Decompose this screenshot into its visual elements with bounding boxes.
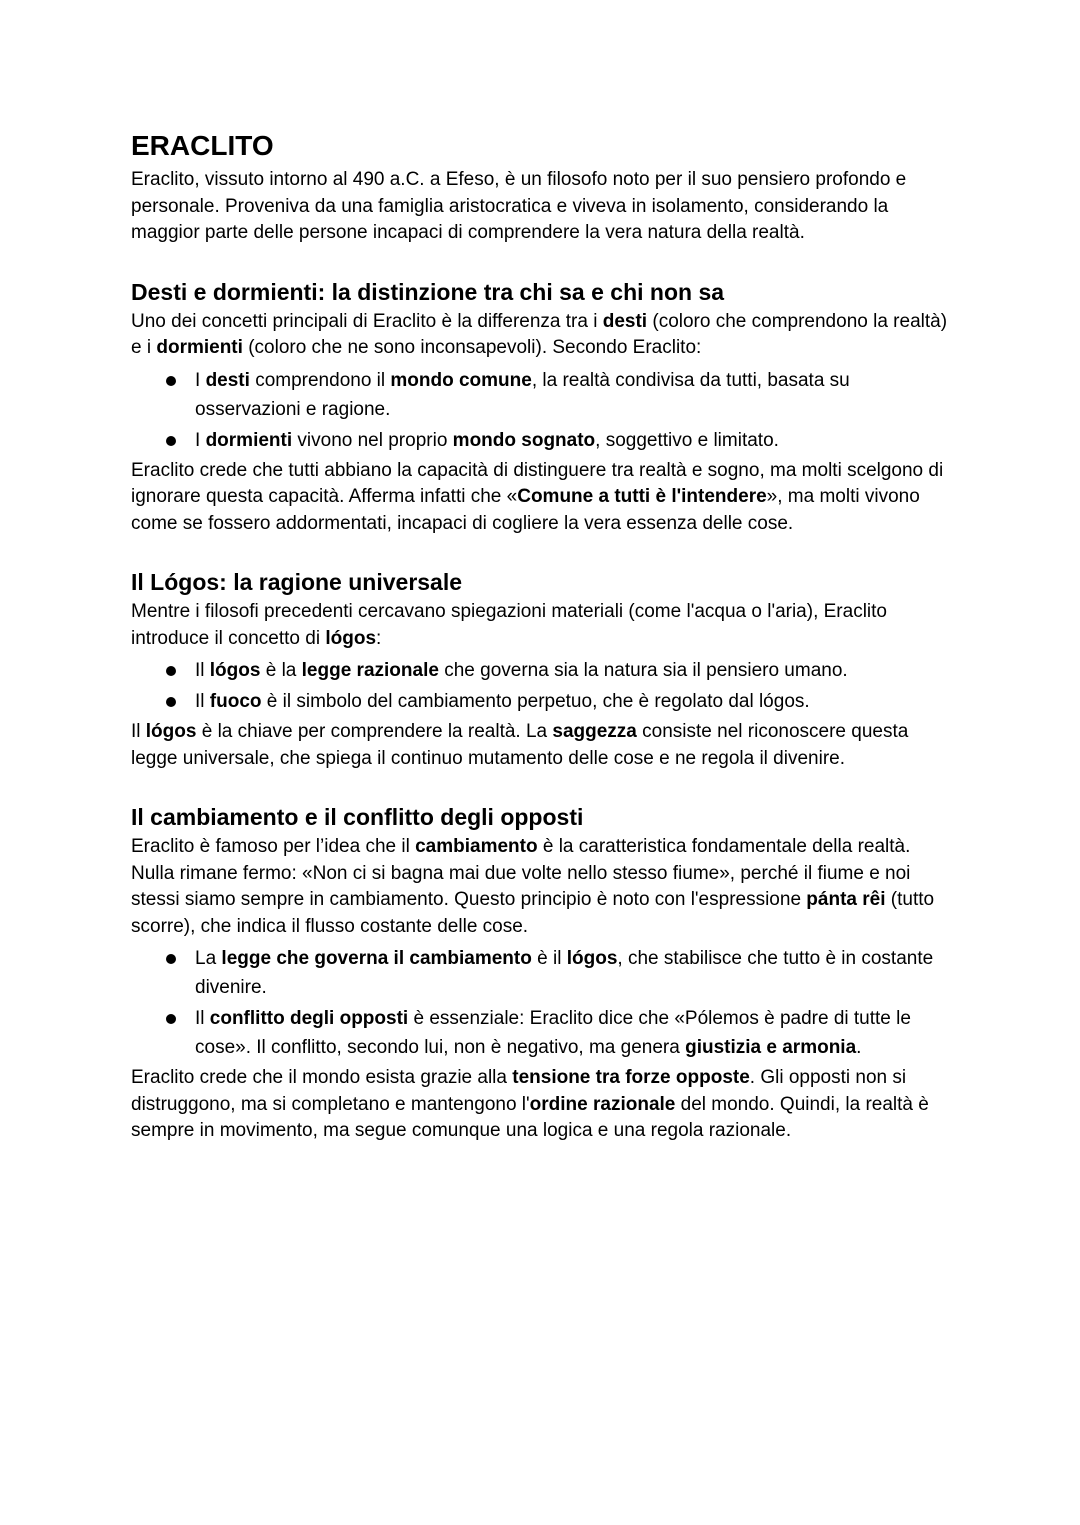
- bullet-list: [131, 656, 953, 716]
- bold-text: dormienti: [156, 337, 243, 358]
- text-run: I: [195, 429, 206, 451]
- text-run: , che stabilisce che tutto è in costante divenire.: [195, 948, 934, 998]
- section: [131, 167, 953, 247]
- section-heading: Desti e dormienti: la distinzione tra chi sa e chi non sa: [131, 278, 725, 305]
- bold-text: lógos: [566, 948, 618, 969]
- text-run: è la chiave per comprendere la realtà. La: [196, 721, 553, 742]
- paragraph: [131, 309, 953, 362]
- text-run: Il: [131, 721, 146, 742]
- text-run: , soggettivo e limitato.: [595, 429, 779, 451]
- bold-text: legge razionale: [301, 660, 439, 681]
- bold-text: conflitto degli opposti: [209, 1008, 409, 1029]
- bold-text: ordine razionale: [529, 1093, 676, 1115]
- text-run: Uno dei concetti principali di Eraclito è la differenza tra i: [131, 310, 603, 332]
- bold-text: dormienti: [205, 429, 293, 451]
- bullet-item: [195, 687, 953, 716]
- section-heading: Il Lógos: la ragione universale: [131, 569, 463, 595]
- bullet-item: [195, 656, 953, 685]
- text-run: Il: [195, 660, 210, 681]
- bold-text: saggezza: [552, 721, 637, 742]
- bold-text: fuoco: [209, 691, 262, 712]
- bullet-item: [195, 366, 953, 424]
- section: [131, 277, 953, 538]
- text-run: (coloro che comprendono la realtà) e i: [131, 310, 948, 358]
- bold-text: lógos: [209, 660, 261, 681]
- bold-text: lógos: [145, 721, 197, 742]
- section-heading: Il cambiamento e il conflitto degli opposti: [131, 804, 584, 830]
- bold-text: legge che governa il cambiamento: [221, 948, 532, 969]
- text-run: comprendono il: [249, 369, 391, 391]
- text-run: Il: [195, 691, 210, 712]
- bold-text: Comune a tutti è l'intendere: [517, 486, 767, 507]
- text-run: :: [376, 627, 382, 649]
- text-run: è il simbolo del cambiamento perpetuo, che è regolato dal lógos.: [261, 691, 810, 712]
- section: [131, 802, 953, 1145]
- bold-text: cambiamento: [415, 836, 538, 857]
- text-run: La: [195, 948, 222, 969]
- text-run: . Gli opposti non si distruggono, ma si completano e mantengono l': [131, 1067, 907, 1115]
- bold-text: pánta rêi: [806, 889, 886, 910]
- text-run: è la caratteristica fondamentale della realtà. Nulla rimane fermo: «Non ci si bagna mai due volte nello stesso fiume», perché il fiume e noi stessi siamo sempre in cambiamento. Questo principio è noto con l'espressione: [131, 836, 911, 910]
- text-run: consiste nel riconoscere questa legge universale, che spiega il continuo mutamento delle cose e ne regola il divenire.: [131, 721, 909, 769]
- text-run: I: [195, 369, 206, 391]
- text-run: (coloro che ne sono inconsapevoli). Secondo Eraclito:: [242, 337, 702, 358]
- text-run: Eraclito crede che tutti abbiano la capacità di distinguere tra realtà e sogno, ma molti scelgono di ignorare questa capacità. Afferma infatti che «: [131, 459, 944, 507]
- bullet-item: [195, 944, 953, 1002]
- bold-text: giustizia e armonia: [685, 1037, 857, 1058]
- document-title: ERACLITO: [131, 130, 274, 161]
- text-run: Mentre i filosofi precedenti cercavano spiegazioni materiali (come l'acqua o l'aria), Eraclito introduce il concetto di: [131, 601, 887, 649]
- bullet-list: [131, 366, 953, 455]
- paragraph: [131, 599, 953, 652]
- text-run: .: [856, 1037, 862, 1058]
- bullet-item: [195, 1004, 953, 1062]
- document-page: [131, 128, 953, 1145]
- text-run: è il: [531, 948, 567, 969]
- bold-text: desti: [602, 310, 648, 332]
- bullet-list: [131, 944, 953, 1062]
- text-run: Eraclito è famoso per l’idea che il: [131, 836, 416, 857]
- bullet-item: [195, 426, 953, 455]
- bold-text: tensione tra forze opposte: [512, 1067, 750, 1088]
- document-body: [131, 167, 953, 1145]
- text-run: (tutto scorre), che indica il flusso costante delle cose.: [131, 889, 935, 937]
- paragraph: [131, 719, 953, 772]
- text-run: che governa sia la natura sia il pensiero umano.: [438, 660, 848, 681]
- bold-text: desti: [205, 369, 250, 391]
- text-run: », ma molti vivono come se fossero addormentati, incapaci di cogliere la vera essenza delle cose.: [131, 486, 920, 534]
- text-run: , la realtà condivisa da tutti, basata su osservazioni e ragione.: [195, 369, 850, 420]
- text-run: Il: [195, 1008, 210, 1029]
- paragraph: [131, 458, 953, 538]
- paragraph: [131, 1065, 953, 1145]
- paragraph: [131, 834, 953, 940]
- text-run: del mondo. Quindi, la realtà è sempre in movimento, ma segue comunque una logica e una regola razionale.: [131, 1093, 929, 1141]
- bold-text: mondo comune: [390, 369, 532, 391]
- bold-text: mondo sognato: [452, 429, 596, 451]
- text-run: vivono nel proprio: [292, 429, 453, 451]
- text-run: è essenziale: Eraclito dice che «Pólemos è padre di tutte le cose». Il conflitto, secondo lui, non è negativo, ma genera: [195, 1008, 911, 1058]
- paragraph: [131, 167, 953, 247]
- text-run: è la: [260, 660, 302, 681]
- section: [131, 567, 953, 772]
- text-run: Eraclito, vissuto intorno al 490 a.C. a Efeso, è un filosofo noto per il suo pensiero profondo e personale. Proveniva da una famiglia aristocratica e viveva in isolamento, considerando la maggior parte delle persone incapaci di comprendere la vera natura della realtà.: [131, 169, 907, 243]
- bold-text: lógos: [325, 627, 377, 649]
- text-run: Eraclito crede che il mondo esista grazie alla: [131, 1067, 513, 1088]
